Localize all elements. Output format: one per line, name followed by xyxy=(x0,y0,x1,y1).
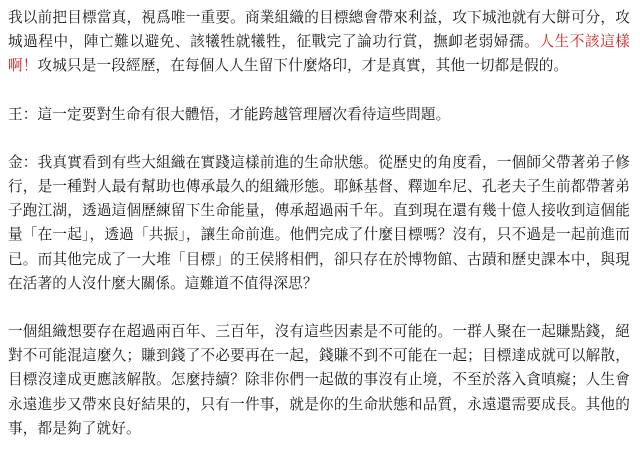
paragraph-gap xyxy=(8,127,630,151)
paragraph-3: 金：我真實看到有些大組織在實踐這樣前進的生命狀態。從歷史的角度看，一個師父帶著弟子修行，是一種對人最有幫助也傳承最久的組織形態。耶穌基督、釋迦牟尼、孔老夫子生前都帶著弟子跑江湖，透過這個歷練留下生命能量，傳承超過兩千年。直到現在還有幾十億人接收到這個能量「在一起」，透過「共振」，讓生命前進。他們完成了什麼目標嗎？沒有，只不過是一起前進而已。而其他完成了一大堆「目標」的王侯將相們，卻只存在於博物館、古蹟和歷史課本中，與現在活著的人沒什麼大關係。這難道不值得深思？ xyxy=(8,153,630,292)
paragraph-gap xyxy=(8,79,630,103)
paragraph-1-highlight: 人生不該這樣啊！ xyxy=(8,33,630,75)
paragraph-1 xyxy=(8,6,630,79)
paragraph-2: 王：這一定要對生命有很大體悟，才能跨越管理層次看待這些問題。 xyxy=(8,105,451,123)
paragraph-1-text-a: 我以前把目標當真，視爲唯一重要。商業組織的目標總會帶來利益，攻下城池就有大餅可分，攻城過程中，陣亡難以避免、該犧牲就犧牲，征戰完了論功行賞，撫卹老弱婦孺。 xyxy=(8,9,630,51)
paragraph-gap xyxy=(8,296,630,320)
paragraph-1-text-b: 攻城只是一段經歷，在每個人人生留下什麼烙印，才是真實，其他一切都是假的。 xyxy=(37,57,569,75)
paragraph-4: 一個組織想要存在超過兩百年、三百年，沒有這些因素是不可能的。一群人聚在一起賺點錢，絕對不可能混這麼久；賺到錢了不必要再在一起，錢賺不到不可能在一起；目標達成就可以解散，目標沒達成更應該解散。怎麼持續？除非你們一起做的事沒有止境，不至於落入貪嗔癡；人生會永遠進步又帶來良好結果的，只有一件事，就是你的生命狀態和品質，永遠還需要成長。其他的事，都是夠了就好。 xyxy=(8,323,630,437)
